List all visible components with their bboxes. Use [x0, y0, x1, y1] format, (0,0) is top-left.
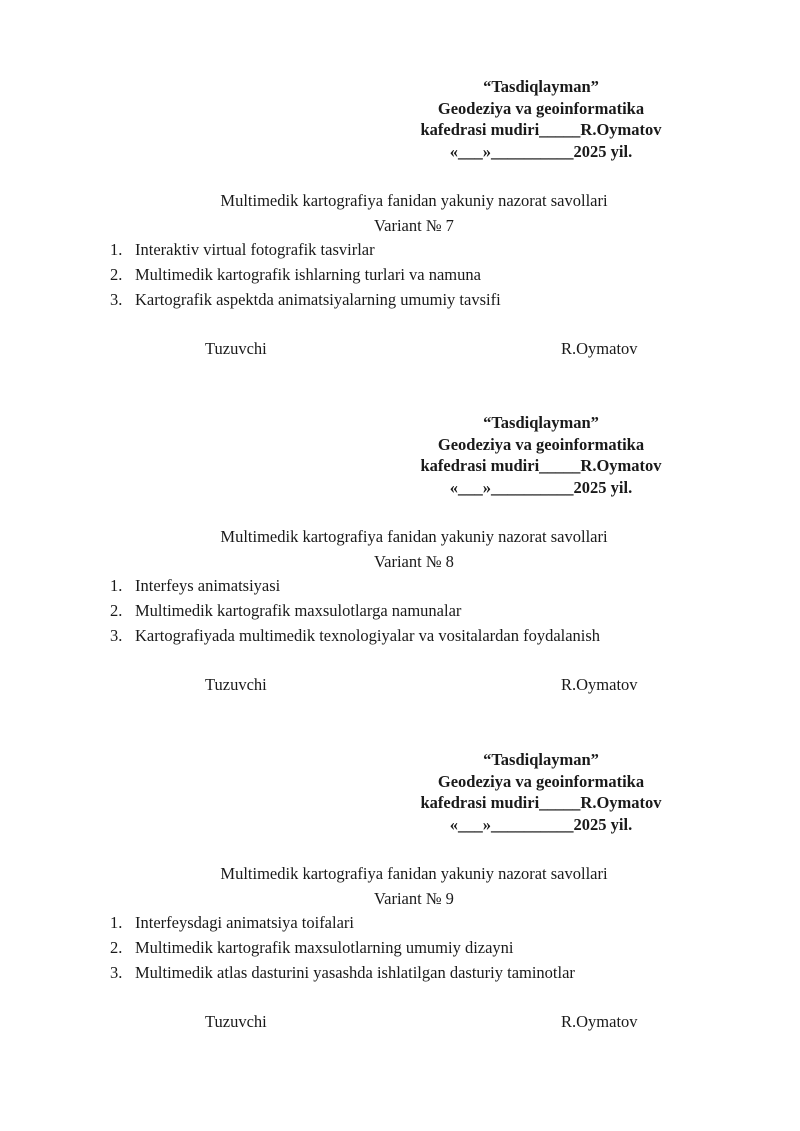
exam-subject: Multimedik kartografiya fanidan yakuniy nazorat savollari — [220, 527, 608, 546]
approval-department: Geodeziya va geoinformatika — [437, 434, 645, 454]
approval-head-signature: kafedrasi mudiri_____R.Oymatov — [420, 120, 662, 139]
question-number: 3. — [110, 290, 123, 309]
question-text: Multimedik kartografik ishlarning turlari va namuna — [135, 265, 481, 284]
question-number: 1. — [110, 913, 123, 932]
question-list — [110, 910, 575, 985]
variant-block-8 — [0, 412, 800, 732]
compiler-label: Tuzuvchi — [205, 1012, 267, 1031]
question-number: 3. — [110, 963, 123, 982]
question-item — [110, 287, 501, 312]
question-number: 3. — [110, 626, 123, 645]
approval-head-signature: kafedrasi mudiri_____R.Oymatov — [420, 793, 662, 812]
compiler-name: R.Oymatov — [561, 675, 638, 694]
approval-heading: “Tasdiqlayman” — [483, 77, 599, 96]
question-number: 2. — [110, 265, 123, 284]
variant-block-9 — [0, 749, 800, 1069]
exam-subject: Multimedik kartografiya fanidan yakuniy nazorat savollari — [220, 864, 608, 883]
question-text: Kartografik aspektda animatsiyalarning umumiy tavsifi — [135, 290, 501, 309]
compiler-label: Tuzuvchi — [205, 339, 267, 358]
exam-title — [0, 861, 800, 911]
compiler-name: R.Oymatov — [561, 339, 638, 358]
question-list — [110, 573, 600, 648]
question-item — [110, 910, 575, 935]
question-item — [110, 960, 575, 985]
approval-date: «___»__________2025 yil. — [449, 477, 633, 497]
question-text: Kartografiyada multimedik texnologiyalar va vositalardan foydalanish — [135, 626, 601, 645]
approval-date: «___»__________2025 yil. — [449, 814, 633, 834]
approval-stamp — [380, 76, 702, 162]
question-item — [110, 237, 501, 262]
question-item — [110, 262, 501, 287]
approval-department: Geodeziya va geoinformatika — [437, 771, 645, 791]
question-text: Multimedik kartografik maxsulotlarga namunalar — [135, 601, 462, 620]
variant-number: Variant № 7 — [374, 216, 454, 235]
question-text: Interfeysdagi animatsiya toifalari — [135, 913, 354, 932]
approval-stamp — [380, 412, 702, 498]
compiler-name: R.Oymatov — [561, 1012, 638, 1031]
question-number: 1. — [110, 576, 123, 595]
variant-number: Variant № 9 — [374, 889, 454, 908]
question-number: 1. — [110, 240, 123, 259]
question-text: Interaktiv virtual fotografik tasvirlar — [135, 240, 375, 259]
variant-number: Variant № 8 — [374, 552, 454, 571]
approval-stamp — [380, 749, 702, 835]
approval-heading: “Tasdiqlayman” — [483, 750, 599, 769]
approval-department: Geodeziya va geoinformatika — [437, 98, 645, 118]
question-number: 2. — [110, 938, 123, 957]
exam-subject: Multimedik kartografiya fanidan yakuniy nazorat savollari — [220, 191, 608, 210]
variant-block-7 — [0, 76, 800, 396]
question-list — [110, 237, 501, 312]
question-text: Multimedik atlas dasturini yasashda ishlatilgan dasturiy taminotlar — [135, 963, 575, 982]
question-item — [110, 623, 600, 648]
question-text: Multimedik kartografik maxsulotlarning umumiy dizayni — [135, 938, 514, 957]
compiler-label: Tuzuvchi — [205, 675, 267, 694]
question-item — [110, 573, 600, 598]
question-number: 2. — [110, 601, 123, 620]
approval-date: «___»__________2025 yil. — [449, 141, 633, 161]
approval-heading: “Tasdiqlayman” — [483, 413, 599, 432]
exam-title — [0, 188, 800, 238]
question-text: Interfeys animatsiyasi — [135, 576, 281, 595]
exam-title — [0, 524, 800, 574]
question-item — [110, 935, 575, 960]
approval-head-signature: kafedrasi mudiri_____R.Oymatov — [420, 456, 662, 475]
question-item — [110, 598, 600, 623]
